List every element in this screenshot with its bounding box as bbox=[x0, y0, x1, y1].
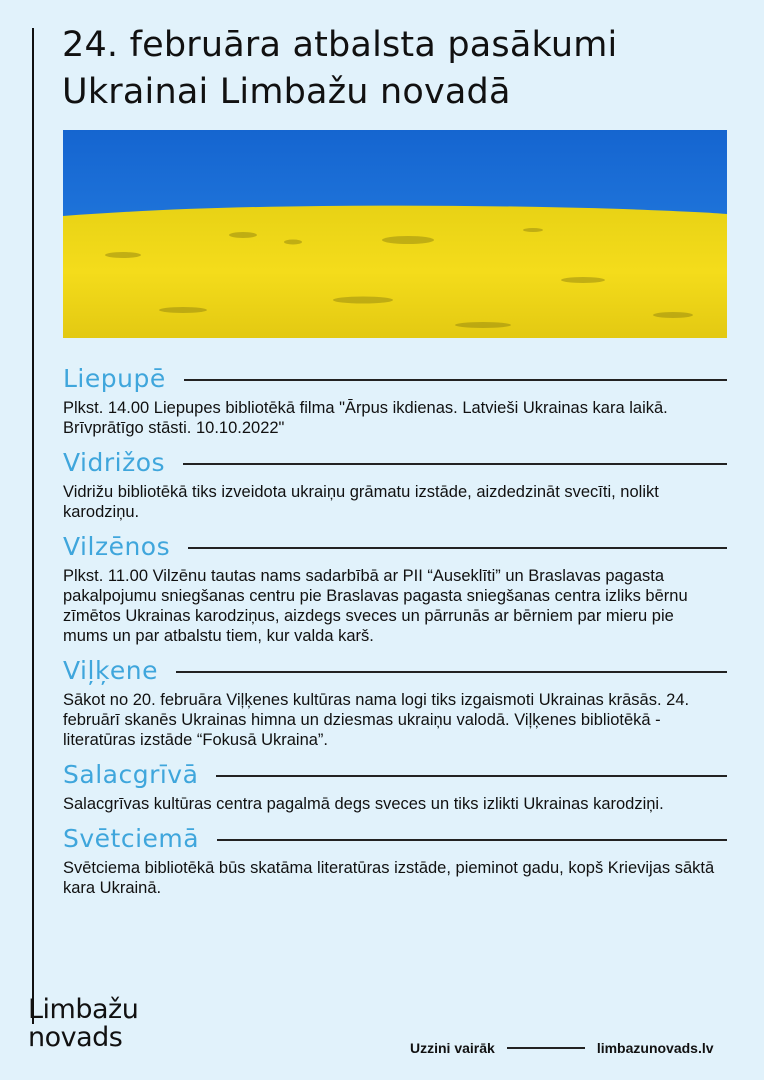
section-text: Sākot no 20. februāra Viļķenes kultūras nama logi tiks izgaismoti Ukrainas krāsās. 24. februārī skanēs Ukrainas himna un dziesmas ukraiņu valodā. Viļķenes bibliotēkā - literatūras izstāde “Fokusā Ukraina”. bbox=[63, 691, 690, 749]
section-heading: Liepupē bbox=[63, 363, 166, 393]
logo-line-1: Limbažu bbox=[28, 994, 139, 1025]
section-heading: Viļķene bbox=[63, 655, 159, 685]
section-heading: Vilzēnos bbox=[63, 531, 171, 561]
section-salacgriva bbox=[63, 756, 727, 814]
footer-divider bbox=[507, 1047, 585, 1049]
field bbox=[63, 206, 727, 338]
section-heading: Svētciemā bbox=[63, 823, 200, 853]
section-divider bbox=[176, 671, 727, 673]
logo-line-2: novads bbox=[28, 1022, 123, 1053]
section-text: Plkst. 14.00 Liepupes bibliotēkā filma "Ārpus ikdienas. Latvieši Ukrainas kara laikā. Brīvprātīgo stāsti. 10.10.2022" bbox=[63, 399, 668, 437]
section-divider bbox=[184, 379, 727, 381]
footer-website-link[interactable]: limbazunovads.lv bbox=[596, 1040, 714, 1056]
section-vilzenos bbox=[63, 528, 727, 646]
section-text: Svētciema bibliotēkā būs skatāma literatūras izstāde, pieminot gadu, kopš Krievijas sāktā kara Ukrainā. bbox=[63, 859, 715, 897]
section-vidrizos bbox=[63, 444, 727, 522]
title-line-1: 24. februāra atbalsta pasākumi bbox=[62, 25, 618, 65]
section-svetciema bbox=[63, 820, 727, 898]
section-divider bbox=[188, 547, 727, 549]
section-divider bbox=[216, 775, 727, 777]
footer-more-label: Uzzini vairāk bbox=[410, 1040, 495, 1056]
section-vilkene bbox=[63, 652, 727, 750]
footer bbox=[410, 1038, 734, 1058]
section-liepupe bbox=[63, 360, 727, 438]
hero-image-ukraine-field bbox=[63, 130, 727, 338]
left-vertical-rule bbox=[32, 28, 34, 1024]
events-list bbox=[63, 360, 727, 904]
section-text: Plkst. 11.00 Vilzēnu tautas nams sadarbībā ar PII “Auseklīti” un Braslavas pagasta pakalpojumu sniegšanas centru pie Braslavas pagasta sniegšanas centra izliks bērnu zīmētos Ukrainas karodziņus, aizdegs sveces un pārrunās ar bērniem par mieru pie mums un par atbalstu tiem, kur valda karš. bbox=[63, 567, 688, 645]
section-divider bbox=[183, 463, 727, 465]
section-heading: Vidrižos bbox=[63, 447, 166, 477]
section-text: Salacgrīvas kultūras centra pagalmā degs sveces un tiks izlikti Ukrainas karodziņi. bbox=[63, 795, 664, 813]
section-divider bbox=[217, 839, 727, 841]
section-text: Vidrižu bibliotēkā tiks izveidota ukraiņu grāmatu izstāde, aizdedzināt svecīti, nolikt karodziņu. bbox=[63, 483, 659, 521]
title-line-2: Ukrainai Limbažu novadā bbox=[62, 72, 511, 112]
section-heading: Salacgrīvā bbox=[63, 759, 199, 789]
page-title bbox=[62, 22, 742, 116]
limbazu-novads-logo bbox=[28, 996, 138, 1052]
